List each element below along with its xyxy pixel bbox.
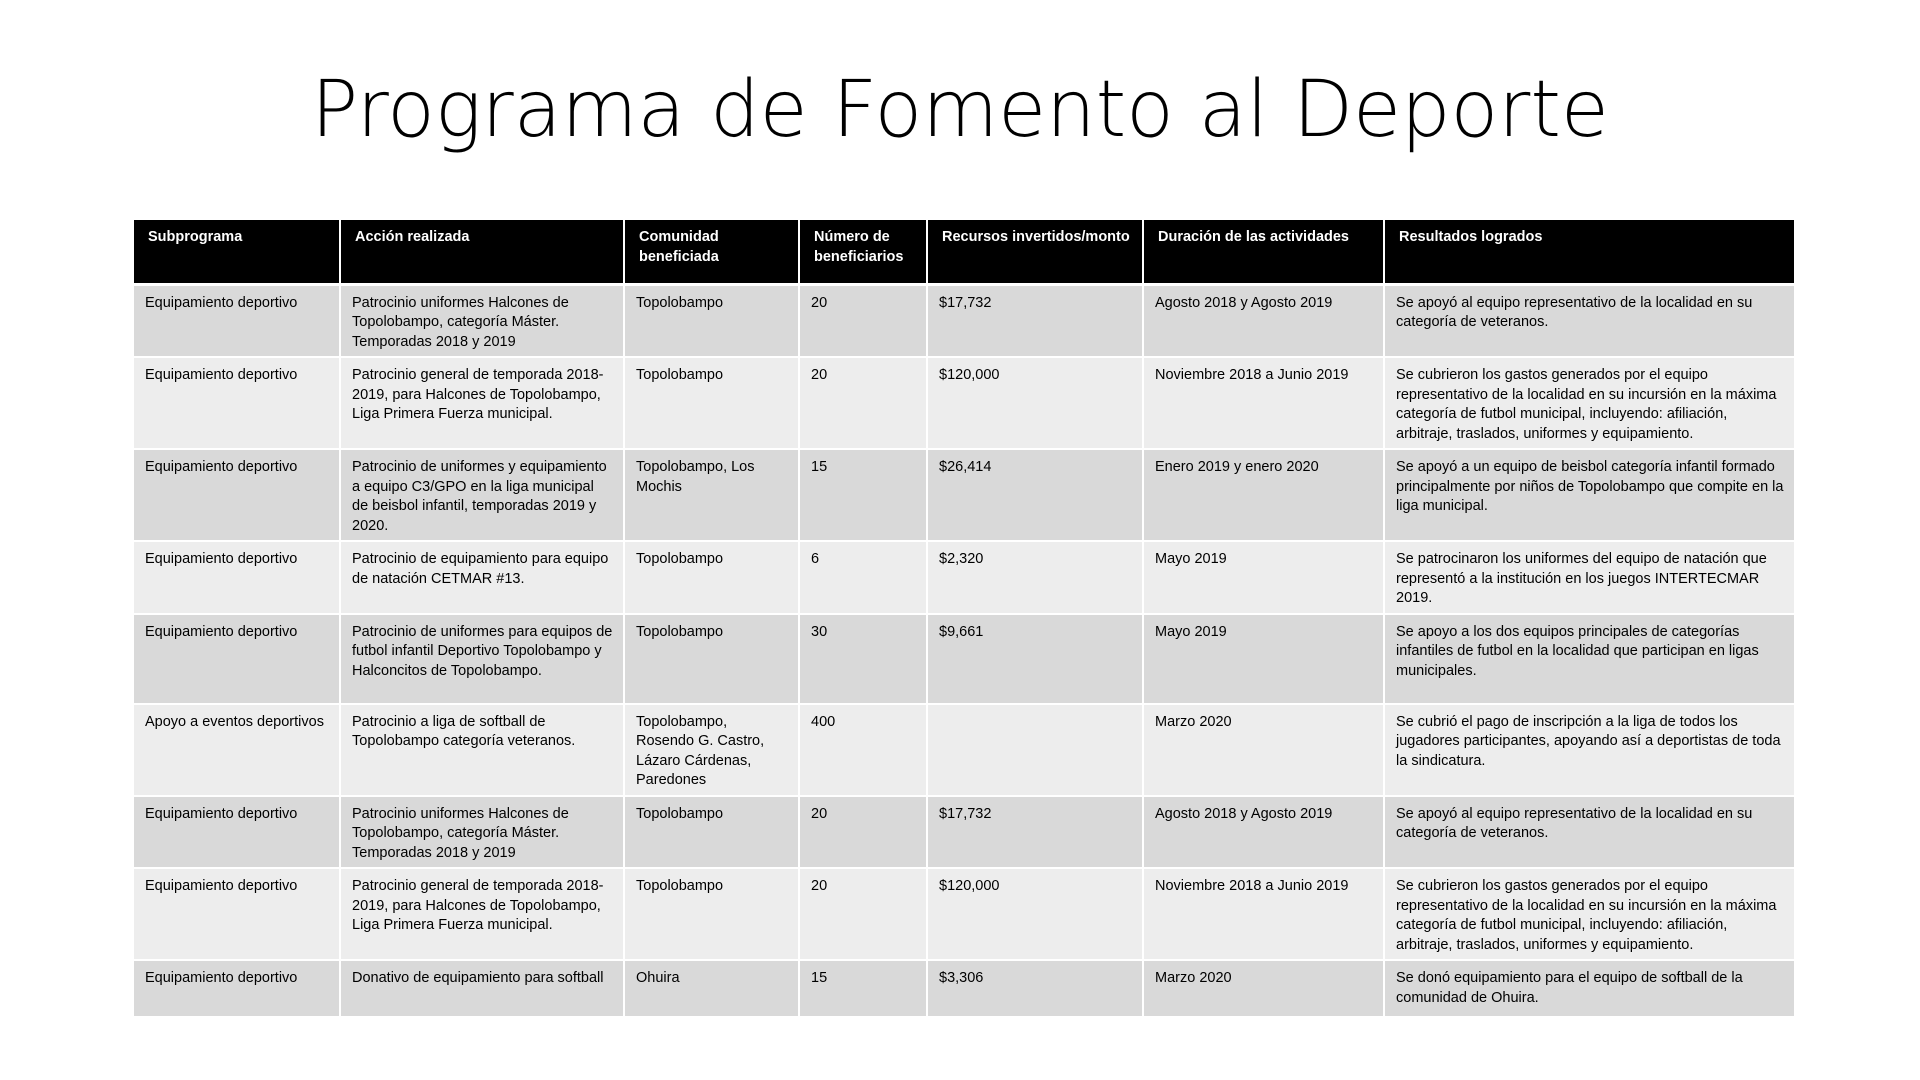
cell-accion: Patrocinio general de temporada 2018-2019, para Halcones de Topolobampo, Liga Primera Fuerza municipal. [340, 868, 624, 960]
header-duracion: Duración de las actividades [1143, 220, 1384, 284]
cell-monto: $3,306 [927, 960, 1143, 1017]
cell-duracion: Noviembre 2018 a Junio 2019 [1143, 868, 1384, 960]
cell-monto: $9,661 [927, 614, 1143, 704]
cell-subprograma: Equipamiento deportivo [134, 960, 340, 1017]
table-row [134, 960, 1794, 1017]
cell-comunidad: Topolobampo [624, 796, 799, 869]
program-table [134, 220, 1794, 1018]
cell-comunidad: Topolobampo, Rosendo G. Castro, Lázaro Cárdenas, Paredones [624, 704, 799, 796]
cell-duracion: Mayo 2019 [1143, 541, 1384, 614]
table-row [134, 541, 1794, 614]
cell-comunidad: Topolobampo, Los Mochis [624, 449, 799, 541]
cell-accion: Patrocinio general de temporada 2018-2019, para Halcones de Topolobampo, Liga Primera Fuerza municipal. [340, 357, 624, 449]
cell-subprograma: Apoyo a eventos deportivos [134, 704, 340, 796]
cell-subprograma: Equipamiento deportivo [134, 357, 340, 449]
cell-duracion: Noviembre 2018 a Junio 2019 [1143, 357, 1384, 449]
table-row [134, 868, 1794, 960]
cell-beneficiarios: 15 [799, 449, 927, 541]
cell-subprograma: Equipamiento deportivo [134, 614, 340, 704]
cell-beneficiarios: 6 [799, 541, 927, 614]
cell-monto [927, 704, 1143, 796]
cell-subprograma: Equipamiento deportivo [134, 796, 340, 869]
cell-resultados: Se cubrieron los gastos generados por el equipo representativo de la localidad en su incursión en la máxima categoría de futbol municipal, incluyendo: afiliación, arbitraje, traslados, uniformes y equipamiento. [1384, 357, 1794, 449]
table-row [134, 614, 1794, 704]
cell-monto: $17,732 [927, 796, 1143, 869]
slide-title: Programa de Fomento al Deporte [311, 65, 1609, 155]
cell-comunidad: Ohuira [624, 960, 799, 1017]
cell-accion: Patrocinio a liga de softball de Topolobampo categoría veteranos. [340, 704, 624, 796]
table-header-row [134, 220, 1794, 284]
cell-accion: Patrocinio de uniformes para equipos de futbol infantil Deportivo Topolobampo y Halconcitos de Topolobampo. [340, 614, 624, 704]
table-row [134, 796, 1794, 869]
header-comunidad: Comunidad beneficiada [624, 220, 799, 284]
cell-monto: $2,320 [927, 541, 1143, 614]
cell-beneficiarios: 20 [799, 284, 927, 357]
cell-resultados: Se cubrieron los gastos generados por el equipo representativo de la localidad en su incursión en la máxima categoría de futbol municipal, incluyendo: afiliación, arbitraje, traslados, uniformes y equipamiento. [1384, 868, 1794, 960]
cell-beneficiarios: 20 [799, 357, 927, 449]
cell-duracion: Enero 2019 y enero 2020 [1143, 449, 1384, 541]
cell-resultados: Se apoyó al equipo representativo de la localidad en su categoría de veteranos. [1384, 796, 1794, 869]
table-row [134, 704, 1794, 796]
cell-duracion: Agosto 2018 y Agosto 2019 [1143, 284, 1384, 357]
header-monto: Recursos invertidos/monto [927, 220, 1143, 284]
cell-monto: $120,000 [927, 357, 1143, 449]
cell-comunidad: Topolobampo [624, 541, 799, 614]
cell-subprograma: Equipamiento deportivo [134, 449, 340, 541]
cell-resultados: Se apoyó al equipo representativo de la localidad en su categoría de veteranos. [1384, 284, 1794, 357]
cell-comunidad: Topolobampo [624, 357, 799, 449]
cell-monto: $120,000 [927, 868, 1143, 960]
cell-comunidad: Topolobampo [624, 614, 799, 704]
table-row [134, 449, 1794, 541]
cell-resultados: Se apoyó a un equipo de beisbol categoría infantil formado principalmente por niños de Topolobampo que compite en la liga municipal. [1384, 449, 1794, 541]
cell-comunidad: Topolobampo [624, 284, 799, 357]
header-resultados: Resultados logrados [1384, 220, 1794, 284]
cell-beneficiarios: 30 [799, 614, 927, 704]
cell-accion: Patrocinio uniformes Halcones de Topolobampo, categoría Máster. Temporadas 2018 y 2019 [340, 796, 624, 869]
cell-resultados: Se patrocinaron los uniformes del equipo de natación que representó a la institución en los juegos INTERTECMAR 2019. [1384, 541, 1794, 614]
cell-accion: Patrocinio uniformes Halcones de Topolobampo, categoría Máster. Temporadas 2018 y 2019 [340, 284, 624, 357]
cell-duracion: Mayo 2019 [1143, 614, 1384, 704]
cell-resultados: Se apoyo a los dos equipos principales de categorías infantiles de futbol en la localidad que participan en ligas municipales. [1384, 614, 1794, 704]
cell-subprograma: Equipamiento deportivo [134, 284, 340, 357]
cell-monto: $26,414 [927, 449, 1143, 541]
cell-monto: $17,732 [927, 284, 1143, 357]
cell-duracion: Agosto 2018 y Agosto 2019 [1143, 796, 1384, 869]
cell-subprograma: Equipamiento deportivo [134, 541, 340, 614]
table-row [134, 284, 1794, 357]
cell-comunidad: Topolobampo [624, 868, 799, 960]
cell-beneficiarios: 15 [799, 960, 927, 1017]
cell-beneficiarios: 400 [799, 704, 927, 796]
cell-accion: Patrocinio de uniformes y equipamiento a equipo C3/GPO en la liga municipal de beisbol infantil, temporadas 2019 y 2020. [340, 449, 624, 541]
cell-beneficiarios: 20 [799, 796, 927, 869]
cell-duracion: Marzo 2020 [1143, 960, 1384, 1017]
header-beneficiarios: Número de beneficiarios [799, 220, 927, 284]
cell-duracion: Marzo 2020 [1143, 704, 1384, 796]
cell-accion: Patrocinio de equipamiento para equipo de natación CETMAR #13. [340, 541, 624, 614]
cell-accion: Donativo de equipamiento para softball [340, 960, 624, 1017]
cell-resultados: Se cubrió el pago de inscripción a la liga de todos los jugadores participantes, apoyando así a deportistas de toda la sindicatura. [1384, 704, 1794, 796]
cell-subprograma: Equipamiento deportivo [134, 868, 340, 960]
header-accion: Acción realizada [340, 220, 624, 284]
cell-resultados: Se donó equipamiento para el equipo de softball de la comunidad de Ohuira. [1384, 960, 1794, 1017]
header-subprograma: Subprograma [134, 220, 340, 284]
table-row [134, 357, 1794, 449]
cell-beneficiarios: 20 [799, 868, 927, 960]
